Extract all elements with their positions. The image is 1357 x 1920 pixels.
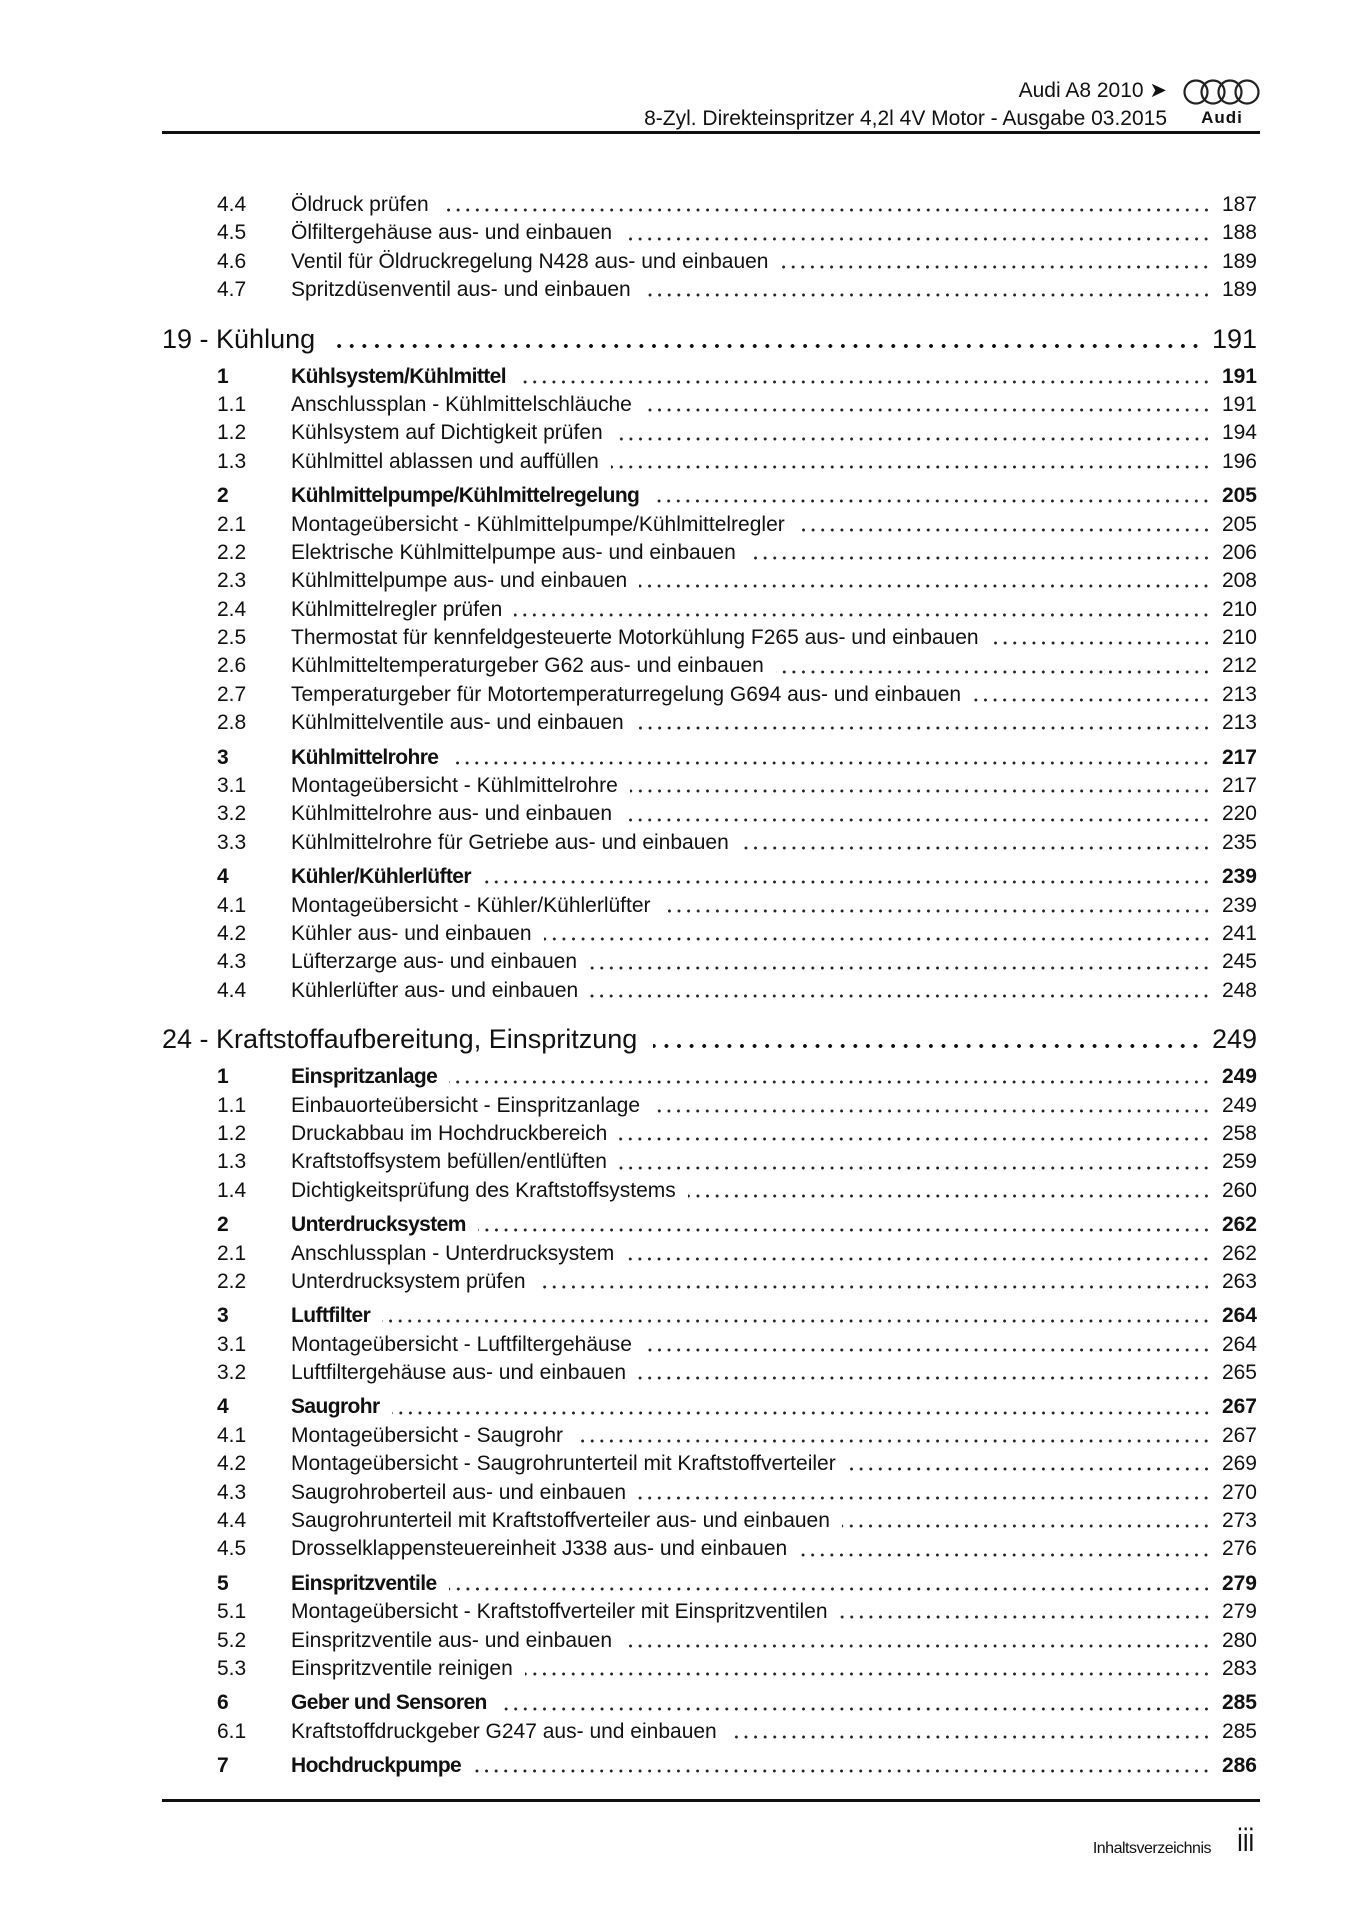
toc-entry[interactable] <box>162 1422 1257 1450</box>
entry-title: Ventil für Öldruckregelung N428 aus- und einbauen <box>291 249 769 273</box>
dot-leader <box>514 611 1211 619</box>
entry-number: 1.2 <box>217 1121 247 1145</box>
entry-page: 191 <box>1221 364 1257 388</box>
entry-page: 267 <box>1221 1395 1257 1419</box>
entry-number: 1 <box>217 364 229 388</box>
dot-leader <box>624 1642 1211 1650</box>
entry-number: 6 <box>217 1691 229 1715</box>
entry-number: 3.2 <box>217 802 247 826</box>
dot-leader <box>449 1078 1211 1086</box>
toc-entry[interactable] <box>162 1120 1257 1148</box>
entry-title: Geber und Sensoren <box>291 1691 487 1715</box>
dot-leader <box>644 406 1211 414</box>
toc-entry[interactable] <box>162 567 1257 595</box>
entry-title: Luftfilter <box>291 1304 371 1328</box>
entry-page: 285 <box>1221 1719 1257 1743</box>
entry-title: Kühlmittelrohre für Getriebe aus- und einbauen <box>291 830 729 854</box>
entry-number: 3 <box>217 1304 229 1328</box>
entry-title: Montageübersicht - Kühlmittelpumpe/Kühlmittelregler <box>291 512 785 536</box>
entry-page: 258 <box>1221 1121 1257 1145</box>
entry-page: 264 <box>1221 1332 1257 1356</box>
entry-page: 217 <box>1221 774 1257 798</box>
entry-title: Unterdrucksystem prüfen <box>291 1269 526 1293</box>
entry-page: 249 <box>1221 1065 1257 1089</box>
entry-number: 2.4 <box>217 597 247 621</box>
toc-entry[interactable] <box>162 482 1257 510</box>
toc-entry[interactable] <box>162 652 1257 680</box>
dot-leader <box>688 1192 1211 1200</box>
entry-title: Ölfiltergehäuse aus- und einbauen <box>291 221 613 245</box>
entry-page: 279 <box>1221 1600 1257 1624</box>
toc-entry[interactable] <box>162 1240 1257 1268</box>
dot-leader <box>638 1494 1211 1502</box>
dot-leader <box>652 1107 1211 1115</box>
entry-page: 191 <box>1211 323 1257 354</box>
entry-page: 273 <box>1221 1509 1257 1533</box>
toc-entry[interactable] <box>162 1450 1257 1478</box>
entry-title: Druckabbau im Hochdruckbereich <box>291 1121 608 1145</box>
entry-page: 205 <box>1221 512 1257 536</box>
entry-number: 2.1 <box>217 512 247 536</box>
toc-entry[interactable] <box>162 539 1257 567</box>
dot-leader <box>538 1283 1211 1291</box>
entry-number: 3 <box>217 745 229 769</box>
entry-page: 245 <box>1221 950 1257 974</box>
toc-entry[interactable] <box>162 1331 1257 1359</box>
entry-page: 189 <box>1221 278 1257 302</box>
entry-title: Kühlmittelregler prüfen <box>291 597 503 621</box>
entry-title: Kühlmittelrohre <box>291 745 439 769</box>
entry-title: Montageübersicht - Luftfiltergehäuse <box>291 1332 632 1356</box>
entry-number: 4.2 <box>217 1452 247 1476</box>
entry-number: 2.1 <box>217 1241 247 1265</box>
dot-leader <box>630 787 1211 795</box>
entry-page: 248 <box>1221 978 1257 1002</box>
entry-title: Thermostat für kennfeldgesteuerte Motorkühlung F265 aus- und einbauen <box>291 626 979 650</box>
toc-entry[interactable] <box>162 1689 1257 1717</box>
entry-title: Temperaturgeber für Motortemperaturregelung G694 aus- und einbauen <box>291 682 962 706</box>
entry-page: 235 <box>1221 830 1257 854</box>
toc-entry[interactable] <box>162 744 1257 772</box>
toc-entry[interactable] <box>162 1655 1257 1683</box>
entry-title: Kühlsystem/Kühlmittel <box>291 364 506 388</box>
dot-leader <box>638 1374 1211 1382</box>
entry-number: 4.7 <box>217 278 247 302</box>
entry-page: 241 <box>1221 921 1257 945</box>
entry-number: 4 <box>217 865 229 889</box>
toc-entry[interactable] <box>162 1718 1257 1746</box>
entry-page: 189 <box>1221 249 1257 273</box>
entry-title: Kraftstoffsystem befüllen/entlüften <box>291 1150 607 1174</box>
entry-number: 4.3 <box>217 1480 247 1504</box>
entry-number: 3.3 <box>217 830 247 854</box>
toc-entry[interactable] <box>162 448 1257 476</box>
dot-leader <box>575 1437 1211 1445</box>
dot-leader <box>748 554 1211 562</box>
entry-title: Kühler/Kühlerlüfter <box>291 865 471 889</box>
entry-number: 2 <box>217 1213 229 1237</box>
toc-entry[interactable] <box>162 1063 1257 1091</box>
entry-title: Lüfterzarge aus- und einbauen <box>291 950 578 974</box>
dot-leader <box>589 964 1211 972</box>
header-model: Audi A8 2010 ➤ <box>1018 79 1167 102</box>
entry-number: 2.2 <box>217 540 247 564</box>
entry-number: 1.3 <box>217 449 247 473</box>
entry-page: 285 <box>1221 1691 1257 1715</box>
toc-chapter[interactable] <box>162 1021 1257 1057</box>
dot-leader <box>441 206 1211 214</box>
dot-leader <box>797 526 1211 534</box>
entry-number: 4.4 <box>217 193 247 216</box>
toc-entry[interactable] <box>162 419 1257 447</box>
entry-title: Kühlmittelpumpe/Kühlmittelregelung <box>291 484 640 508</box>
entry-number: 2 <box>217 484 229 508</box>
entry-title: Luftfiltergehäuse aus- und einbauen <box>291 1361 627 1385</box>
entry-number: 5 <box>217 1571 229 1595</box>
entry-number: 4.4 <box>217 1509 247 1533</box>
dot-leader <box>651 497 1211 505</box>
entry-number: 5.1 <box>217 1600 247 1624</box>
entry-title: Montageübersicht - Saugrohrunterteil mit Kraftstoffverteiler <box>291 1452 836 1476</box>
toc-chapter[interactable] <box>162 321 1257 357</box>
toc-entry[interactable] <box>162 800 1257 828</box>
entry-number: 7 <box>217 1754 229 1778</box>
entry-number: 1 <box>217 1065 229 1089</box>
entry-number: 2.3 <box>217 569 247 593</box>
entry-page: 210 <box>1221 597 1257 621</box>
entry-title: Kühlmitteltemperaturgeber G62 aus- und einbauen <box>291 654 764 678</box>
entry-title: 24 - Kraftstoffaufbereitung, Einspritzung <box>162 1024 638 1055</box>
entry-number: 5.3 <box>217 1656 247 1680</box>
entry-title: Kühlsystem auf Dichtigkeit prüfen <box>291 421 603 445</box>
toc-entry[interactable] <box>162 1627 1257 1655</box>
dot-leader <box>392 1409 1211 1417</box>
dot-leader <box>619 1164 1211 1172</box>
entry-number: 3.1 <box>217 1332 247 1356</box>
header-rule <box>162 131 1260 134</box>
dot-leader <box>626 1255 1211 1263</box>
entry-title: Saugrohr <box>291 1395 380 1419</box>
entry-title: Kühler aus- und einbauen <box>291 921 532 945</box>
toc-entry[interactable] <box>162 391 1257 419</box>
dot-leader <box>624 816 1211 824</box>
entry-title: Einspritzventile reinigen <box>291 1656 513 1680</box>
entry-page: 194 <box>1221 421 1257 445</box>
dot-leader <box>450 759 1211 767</box>
entry-title: Montageübersicht - Kraftstoffverteiler mit Einspritzventilen <box>291 1600 828 1624</box>
entry-page: 188 <box>1221 221 1257 245</box>
entry-page: 196 <box>1221 449 1257 473</box>
toc-entry[interactable] <box>162 1359 1257 1387</box>
entry-title: Kühlmittelpumpe aus- und einbauen <box>291 569 628 593</box>
page-number: iii <box>1236 1822 1254 1858</box>
entry-title: Einspritzventile <box>291 1571 437 1595</box>
toc-entry[interactable] <box>162 1393 1257 1421</box>
entry-page: 267 <box>1221 1423 1257 1447</box>
dot-leader <box>991 639 1211 647</box>
entry-title: Saugrohroberteil aus- und einbauen <box>291 1480 627 1504</box>
entry-number: 4.6 <box>217 249 247 273</box>
entry-number: 3.2 <box>217 1361 247 1385</box>
entry-page: 276 <box>1221 1537 1257 1561</box>
entry-page: 265 <box>1221 1361 1257 1385</box>
dot-leader <box>644 1346 1211 1354</box>
entry-title: Hochdruckpumpe <box>291 1754 462 1778</box>
entry-number: 1.3 <box>217 1150 247 1174</box>
dot-leader <box>615 435 1211 443</box>
entry-title: Drosselklappensteuereinheit J338 aus- und einbauen <box>291 1537 788 1561</box>
entry-title: Kühlmittelventile aus- und einbauen <box>291 711 624 735</box>
toc-entry[interactable] <box>162 1479 1257 1507</box>
dot-leader <box>848 1465 1211 1473</box>
entry-title: Anschlussplan - Kühlmittelschläuche <box>291 392 632 416</box>
dot-leader <box>483 878 1211 886</box>
entry-title: Kraftstoffdruckgeber G247 aus- und einbauen <box>291 1719 717 1743</box>
dot-leader <box>636 724 1211 732</box>
entry-page: 283 <box>1221 1656 1257 1680</box>
entry-title: Einspritzventile aus- und einbauen <box>291 1628 613 1652</box>
entry-number: 5.2 <box>217 1628 247 1652</box>
toc-entry[interactable] <box>162 596 1257 624</box>
entry-page: 220 <box>1221 802 1257 826</box>
dot-leader <box>544 935 1211 943</box>
entry-page: 217 <box>1221 745 1257 769</box>
entry-number: 1.2 <box>217 421 247 445</box>
entry-number: 4.1 <box>217 893 247 917</box>
dot-leader <box>729 1733 1211 1741</box>
entry-number: 4.3 <box>217 950 247 974</box>
entry-number: 4.1 <box>217 1423 247 1447</box>
toc-entry[interactable] <box>162 624 1257 652</box>
entry-page: 212 <box>1221 654 1257 678</box>
entry-number: 2.7 <box>217 682 247 706</box>
entry-number: 2.8 <box>217 711 247 735</box>
toc-entry[interactable] <box>162 681 1257 709</box>
entry-title: Elektrische Kühlmittelpumpe aus- und einbauen <box>291 540 736 564</box>
dot-leader <box>382 1317 1211 1325</box>
entry-page: 206 <box>1221 540 1257 564</box>
entry-number: 4.5 <box>217 1537 247 1561</box>
entry-page: 239 <box>1221 893 1257 917</box>
entry-page: 269 <box>1221 1452 1257 1476</box>
dot-leader <box>663 907 1211 915</box>
toc-entry[interactable] <box>162 829 1257 857</box>
entry-number: 6.1 <box>217 1719 247 1743</box>
entry-page: 279 <box>1221 1571 1257 1595</box>
dot-leader <box>776 668 1211 676</box>
entry-number: 1.1 <box>217 392 247 416</box>
dot-leader <box>842 1522 1211 1530</box>
toc-entry[interactable] <box>162 772 1257 800</box>
dot-leader <box>653 1042 1202 1050</box>
dot-leader <box>499 1705 1211 1713</box>
dot-leader <box>619 1135 1211 1143</box>
toc-entry[interactable] <box>162 1752 1257 1780</box>
toc-entry[interactable] <box>162 276 1257 304</box>
entry-title: Einbauorteübersicht - Einspritzanlage <box>291 1093 641 1117</box>
dot-leader <box>840 1613 1211 1621</box>
entry-title: Montageübersicht - Saugrohr <box>291 1423 563 1447</box>
toc-entry[interactable] <box>162 1148 1257 1176</box>
toc-entry[interactable] <box>162 1507 1257 1535</box>
audi-rings-icon <box>1182 78 1262 108</box>
entry-page: 249 <box>1221 1093 1257 1117</box>
toc-entry[interactable] <box>162 709 1257 737</box>
dot-leader <box>973 696 1211 704</box>
dot-leader <box>799 1551 1211 1559</box>
entry-page: 191 <box>1221 392 1257 416</box>
toc-entry[interactable] <box>162 1535 1257 1563</box>
entry-title: 19 - Kühlung <box>162 323 316 354</box>
entry-page: 270 <box>1221 1480 1257 1504</box>
header-subtitle: 8-Zyl. Direkteinspritzer 4,2l 4V Motor - Ausgabe 03.2015 <box>644 107 1167 130</box>
entry-page: 210 <box>1221 626 1257 650</box>
toc-entry[interactable] <box>162 363 1257 391</box>
entry-page: 262 <box>1221 1213 1257 1237</box>
entry-title: Unterdrucksystem <box>291 1213 466 1237</box>
entry-page: 280 <box>1221 1628 1257 1652</box>
entry-number: 4.2 <box>217 921 247 945</box>
entry-number: 4.4 <box>217 978 247 1002</box>
entry-title: Einspritzanlage <box>291 1065 438 1089</box>
entry-number: 3.1 <box>217 774 247 798</box>
entry-page: 249 <box>1211 1024 1257 1055</box>
dot-leader <box>590 992 1211 1000</box>
entry-number: 1.1 <box>217 1093 247 1117</box>
entry-page: 260 <box>1221 1178 1257 1202</box>
entry-title: Kühlmittel ablassen und auffüllen <box>291 449 599 473</box>
dot-leader <box>624 235 1211 243</box>
toc-entry[interactable] <box>162 920 1257 948</box>
table-of-contents <box>162 191 1257 1781</box>
entry-page: 286 <box>1221 1754 1257 1778</box>
entry-page: 263 <box>1221 1269 1257 1293</box>
entry-number: 2.6 <box>217 654 247 678</box>
dot-leader <box>643 291 1211 299</box>
toc-entry[interactable] <box>162 511 1257 539</box>
dot-leader <box>611 463 1211 471</box>
toc-entry[interactable] <box>162 248 1257 276</box>
toc-entry[interactable] <box>162 892 1257 920</box>
entry-title: Montageübersicht - Kühler/Kühlerlüfter <box>291 893 651 917</box>
dot-leader <box>639 582 1211 590</box>
dot-leader <box>478 1226 1211 1234</box>
dot-leader <box>518 378 1211 386</box>
entry-page: 213 <box>1221 711 1257 735</box>
entry-title: Kühlmittelrohre aus- und einbauen <box>291 802 613 826</box>
entry-title: Öldruck prüfen <box>291 193 429 216</box>
dot-leader <box>473 1767 1211 1775</box>
footer-rule <box>162 1799 1260 1802</box>
entry-title: Dichtigkeitsprüfung des Kraftstoffsystems <box>291 1178 676 1202</box>
entry-title: Saugrohrunterteil mit Kraftstoffverteiler aus- und einbauen <box>291 1509 830 1533</box>
toc-entry[interactable] <box>162 1211 1257 1239</box>
dot-leader <box>449 1585 1211 1593</box>
entry-page: 205 <box>1221 484 1257 508</box>
toc-entry[interactable] <box>162 1268 1257 1296</box>
toc-entry[interactable] <box>162 1177 1257 1205</box>
entry-number: 4 <box>217 1395 229 1419</box>
dot-leader <box>780 263 1211 271</box>
toc-entry[interactable] <box>162 1302 1257 1330</box>
entry-title: Montageübersicht - Kühlmittelrohre <box>291 774 618 798</box>
entry-page: 187 <box>1221 193 1257 216</box>
entry-title: Anschlussplan - Unterdrucksystem <box>291 1241 615 1265</box>
toc-entry[interactable] <box>162 1570 1257 1598</box>
entry-number: 1.4 <box>217 1178 247 1202</box>
entry-number: 2.5 <box>217 626 247 650</box>
toc-entry[interactable] <box>162 191 1257 219</box>
entry-page: 213 <box>1221 682 1257 706</box>
toc-entry[interactable] <box>162 863 1257 891</box>
entry-number: 2.2 <box>217 1269 247 1293</box>
toc-entry[interactable] <box>162 1092 1257 1120</box>
entry-page: 264 <box>1221 1304 1257 1328</box>
toc-entry[interactable] <box>162 948 1257 976</box>
entry-page: 259 <box>1221 1150 1257 1174</box>
dot-leader <box>741 844 1211 852</box>
audi-logo <box>1182 78 1262 130</box>
entry-page: 208 <box>1221 569 1257 593</box>
toc-entry[interactable] <box>162 1598 1257 1626</box>
toc-entry[interactable] <box>162 977 1257 1005</box>
dot-leader <box>331 342 1202 350</box>
entry-title: Spritzdüsenventil aus- und einbauen <box>291 278 631 302</box>
entry-number: 4.5 <box>217 221 247 245</box>
entry-title: Kühlerlüfter aus- und einbauen <box>291 978 579 1002</box>
footer-label: Inhaltsverzeichnis <box>1092 1840 1211 1857</box>
entry-page: 262 <box>1221 1241 1257 1265</box>
audi-logo-text: Audi <box>1201 108 1243 127</box>
toc-entry[interactable] <box>162 219 1257 247</box>
entry-page: 239 <box>1221 865 1257 889</box>
dot-leader <box>525 1670 1211 1678</box>
